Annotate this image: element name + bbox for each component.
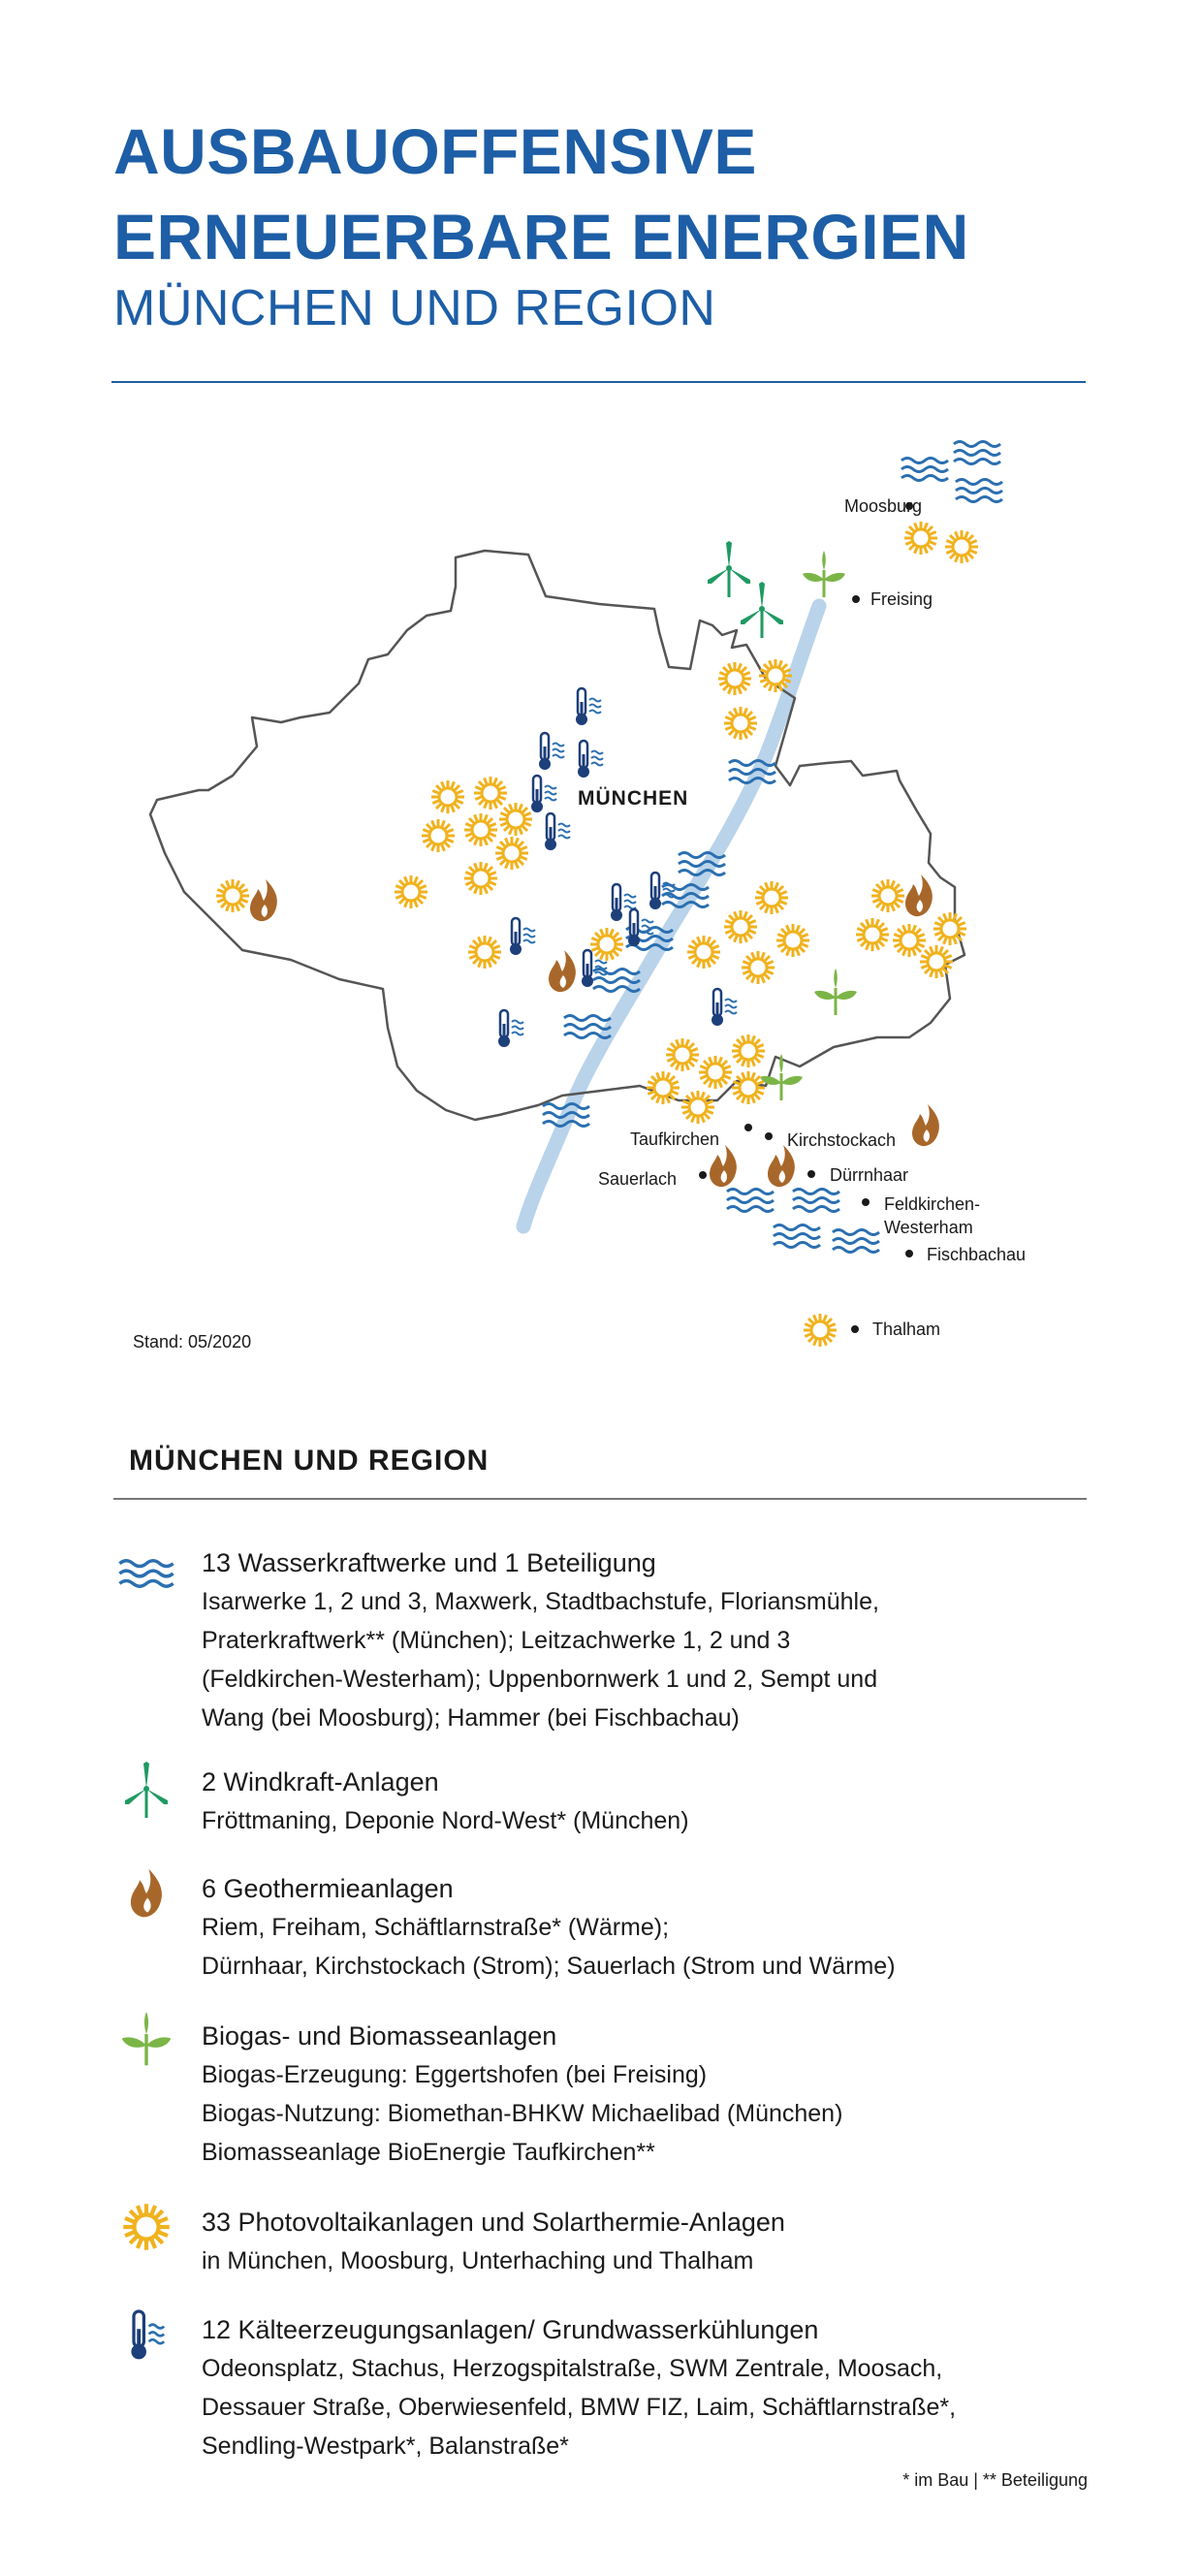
sun-icon [590, 928, 623, 961]
sun-icon [732, 1071, 765, 1104]
water-icon [679, 853, 725, 875]
sun-icon [464, 813, 497, 846]
thermometer-icon [712, 989, 737, 1026]
sun-icon [804, 1314, 837, 1347]
sun-icon [920, 945, 953, 978]
thermometer-icon [531, 776, 556, 812]
stand-date: Stand: 05/2020 [133, 1332, 252, 1352]
legend-line: Fröttmaning, Deponie Nord-West* (München) [202, 1807, 689, 1834]
sun-icon [216, 879, 249, 912]
legend-head: 13 Wasserkraftwerke und 1 Beteiligung [202, 1548, 656, 1577]
sun-icon [666, 1038, 699, 1071]
legend-line: Biomasseanlage BioEnergie Taufkirchen** [202, 2139, 655, 2166]
sun-icon [431, 780, 464, 813]
place-label-sauerlach: Sauerlach [598, 1169, 678, 1189]
section-title: MÜNCHEN UND REGION [129, 1445, 490, 1477]
water-icon [729, 761, 775, 783]
water-icon [954, 442, 1000, 464]
place-label-thalham: Thalham [872, 1320, 941, 1339]
place-label-feldkirchen: Feldkirchen- [884, 1194, 981, 1214]
legend-line: Odeonsplatz, Stachus, Herzogspitalstraße, SWM Zentrale, Moosach, [202, 2355, 943, 2382]
water-icon [543, 1104, 589, 1127]
sprout-icon [760, 1054, 803, 1100]
wind-turbine-icon [708, 541, 750, 597]
sun-icon [395, 875, 427, 908]
legend-line: Biogas-Erzeugung: Eggertshofen (bei Freising) [202, 2061, 708, 2088]
place-dot [862, 1198, 870, 1206]
footnote: * im Bau | ** Beteiligung [902, 2470, 1088, 2490]
sun-icon [871, 879, 904, 912]
sun-icon [724, 910, 757, 943]
sun-icon [742, 951, 775, 984]
flame-icon [768, 1145, 795, 1187]
place-label-duernhaar: Dürrnhaar [830, 1165, 909, 1185]
water-icon [727, 1190, 774, 1212]
water-icon [774, 1225, 820, 1248]
place-label-taufkirchen: Taufkirchen [630, 1129, 720, 1149]
sprout-icon [803, 551, 845, 597]
thermometer-icon [578, 741, 603, 778]
sun-icon [499, 803, 532, 836]
sun-icon [856, 918, 889, 951]
sun-icon [681, 1091, 714, 1124]
sun-icon [776, 924, 809, 957]
place-label-freising: Freising [870, 589, 933, 609]
legend-head: Biogas- und Biomasseanlagen [202, 2021, 557, 2051]
legend-head: 12 Kälteerzeugungsanlagen/ Grundwasserkühlungen [202, 2315, 819, 2344]
water-icon [793, 1190, 839, 1212]
title-line-2: ERNEUERBARE ENERGIEN [113, 201, 969, 272]
flame-icon [912, 1104, 939, 1146]
legend-line: Wang (bei Moosburg); Hammer (bei Fischbachau) [202, 1704, 740, 1732]
header-divider [111, 381, 1086, 383]
energy-map [0, 407, 1202, 1339]
sun-icon [904, 522, 937, 555]
wind-turbine-icon [741, 582, 783, 638]
sun-icon [759, 659, 792, 692]
sun-icon [495, 837, 528, 870]
flame-icon [905, 875, 933, 916]
section-divider [113, 1498, 1087, 1500]
thermometer-icon [539, 733, 564, 770]
place-label-kirchstockach: Kirchstockach [787, 1130, 897, 1150]
sun-icon [647, 1071, 680, 1104]
legend-line: Dürnhaar, Kirchstockach (Strom); Sauerlach (Strom und Wärme) [202, 1953, 896, 1980]
thermometer-icon [545, 813, 570, 850]
place-label-moosburg: Moosburg [844, 496, 923, 516]
sprout-icon [814, 969, 857, 1015]
water-icon [116, 1543, 176, 1604]
thermometer-icon [576, 688, 601, 725]
place-dot [852, 595, 860, 603]
place-dot [851, 1325, 859, 1333]
sun-icon [724, 707, 757, 740]
legend-line: Sendling-Westpark*, Balanstraße* [202, 2433, 569, 2460]
sun-icon [718, 662, 751, 695]
legend-line: in München, Moosburg, Unterhaching und Thalham [202, 2247, 754, 2274]
wind-turbine-icon [116, 1759, 176, 1819]
sun-icon [116, 2197, 176, 2257]
legend-line: (Feldkirchen-Westerham); Uppenbornwerk 1 und 2, Sempt und [202, 1666, 878, 1693]
flame-icon [710, 1145, 737, 1187]
thermometer-icon [510, 918, 535, 955]
page-subtitle: MÜNCHEN UND REGION [113, 280, 716, 336]
place-dot [765, 1132, 773, 1140]
sun-icon [687, 936, 720, 969]
city-border [150, 551, 965, 1120]
water-icon [833, 1230, 879, 1253]
water-icon [902, 459, 948, 481]
sun-icon [755, 881, 788, 914]
flame-icon [250, 879, 277, 921]
water-icon [956, 480, 1002, 502]
legend-line: Dessauer Straße, Oberwiesenfeld, BMW FIZ, Laim, Schäftlarnstraße*, [202, 2394, 957, 2421]
title-line-1: AUSBAUOFFENSIVE [113, 115, 757, 187]
flame-icon [116, 1863, 176, 1924]
legend-head: 2 Windkraft-Anlagen [202, 1767, 439, 1797]
thermometer-icon [498, 1010, 523, 1047]
place-dot [699, 1171, 707, 1179]
sun-icon [945, 530, 978, 563]
place-dot [807, 1170, 815, 1178]
sun-icon [699, 1056, 732, 1089]
legend-line: Isarwerke 1, 2 und 3, Maxwerk, Stadtbachstufe, Floriansmühle, [202, 1588, 879, 1615]
sun-icon [464, 862, 497, 895]
legend-line: Praterkraftwerk** (München); Leitzachwerke 1, 2 und 3 [202, 1627, 791, 1654]
sun-icon [732, 1034, 765, 1067]
legend-head: 33 Photovoltaikanlagen und Solarthermie-Anlagen [202, 2208, 785, 2237]
place-label-fischbachau: Fischbachau [927, 1245, 1027, 1264]
sun-icon [474, 777, 507, 810]
legend-head: 6 Geothermieanlagen [202, 1874, 454, 1903]
sprout-icon [116, 2011, 176, 2071]
sun-icon [933, 912, 966, 945]
place-dot [905, 1250, 913, 1257]
city-label-muenchen: MÜNCHEN [578, 787, 689, 810]
page-title [113, 109, 969, 279]
sun-icon [468, 936, 501, 969]
place-label-westerham: Westerham [884, 1218, 973, 1237]
place-dot [744, 1124, 752, 1131]
sun-icon [893, 924, 926, 957]
sun-icon [422, 819, 455, 852]
thermometer-icon [116, 2306, 176, 2367]
legend-line: Riem, Freiham, Schäftlarnstraße* (Wärme); [202, 1914, 670, 1941]
flame-icon [549, 950, 576, 992]
legend-line: Biogas-Nutzung: Biomethan-BHKW Michaelibad (München) [202, 2100, 843, 2127]
